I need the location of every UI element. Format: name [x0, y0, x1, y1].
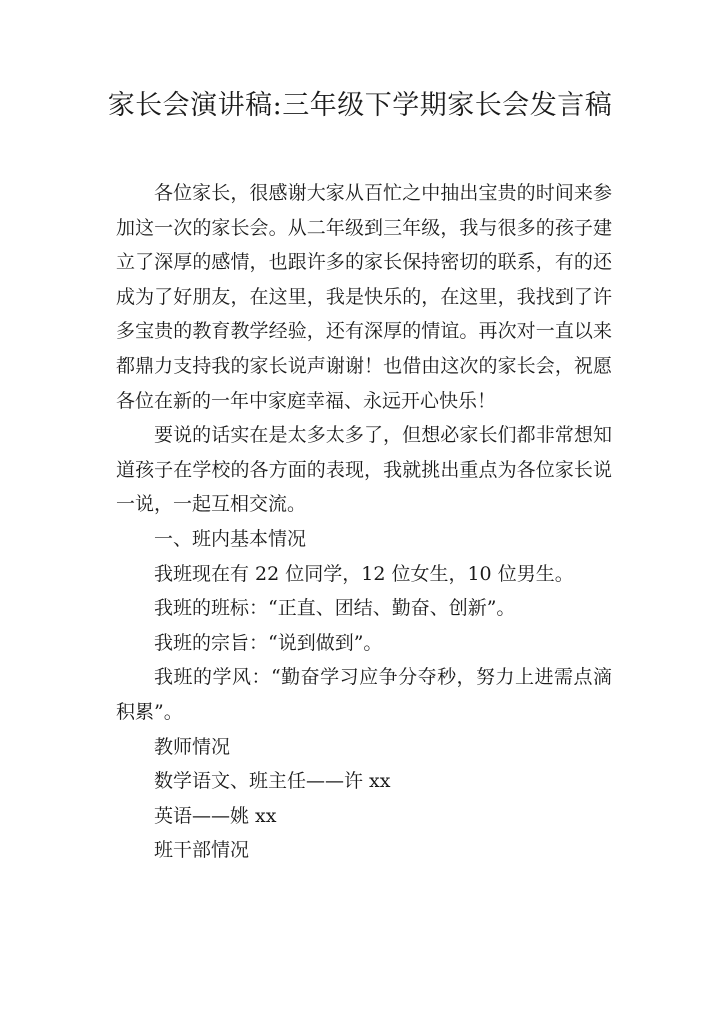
paragraph-student-count: 我班现在有 22 位同学，12 位女生，10 位男生。 [154, 562, 574, 585]
paragraph-greeting: 各位家长，很感谢大家从百忙之中抽出宝贵的时间来参加这一次的家长会。从二年级到三年级，我与很多的孩子建立了深厚的感情，也跟许多的家长保持密切的联系，有的还成为了好朋友，在这里，我是快乐的，在这里，我找到了许多宝贵的教育教学经验，还有深厚的情谊。再次对一直以来都鼎力支持我的家长说声谢谢！也借由这次的家长会，祝愿各位在新的一年中家庭幸福、永远开心快乐！ [116, 182, 612, 412]
paragraph-study-style: 我班的学风：“勤奋学习应争分夺秒，努力上进需点滴积累”。 [116, 666, 612, 723]
paragraph-teacher-english: 英语——姚 xx [154, 804, 277, 827]
heading-teachers: 教师情况 [154, 735, 231, 758]
document-body [116, 176, 612, 868]
paragraph-intro: 要说的话实在是太多太多了，但想必家长们都非常想知道孩子在学校的各方面的表现，我就挑出重点为各位家长说一说，一起互相交流。 [116, 424, 612, 516]
page-title: 家长会演讲稿:三年级下学期家长会发言稿 [107, 90, 613, 121]
paragraph-class-purpose: 我班的宗旨：“说到做到”。 [154, 631, 383, 654]
paragraph-class-motto: 我班的班标：“正直、团结、勤奋、创新”。 [154, 597, 516, 620]
paragraph-teacher-math-chinese: 数学语文、班主任——许 xx [154, 770, 391, 793]
section-heading-class-info: 一、班内基本情况 [154, 527, 307, 550]
heading-class-cadres: 班干部情况 [154, 839, 250, 862]
